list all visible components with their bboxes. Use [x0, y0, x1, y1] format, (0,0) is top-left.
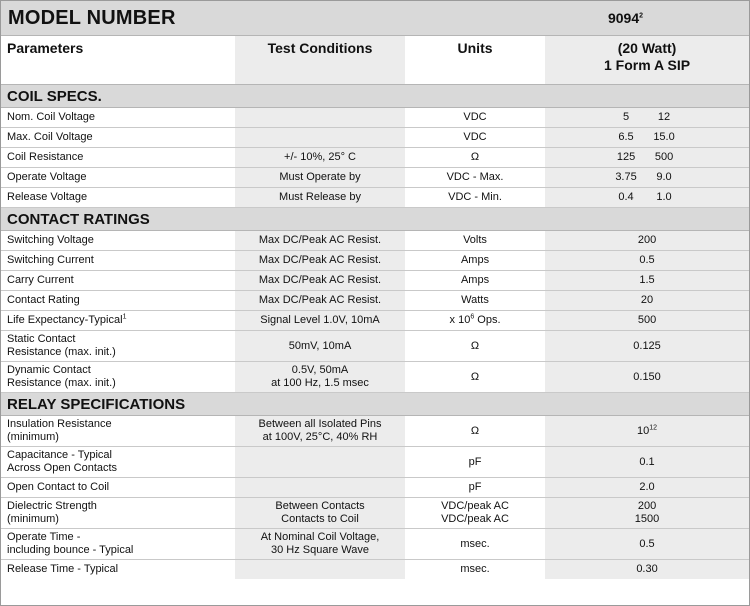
- unit-cell: msec.: [405, 529, 545, 560]
- value-cell: 0.30: [545, 560, 749, 580]
- model-label: MODEL NUMBER: [1, 1, 545, 36]
- unit-cell: VDC: [405, 128, 545, 148]
- param-cell: Operate Voltage: [1, 168, 235, 188]
- value-cell: 0.150: [545, 362, 749, 393]
- unit-cell: VDC - Max.: [405, 168, 545, 188]
- param-cell: Capacitance - Typical Across Open Contacts: [1, 447, 235, 478]
- unit-cell: Amps: [405, 251, 545, 271]
- param-cell: Nom. Coil Voltage: [1, 108, 235, 128]
- value-cell: 20: [545, 291, 749, 311]
- value-cell: 500: [545, 311, 749, 331]
- param-cell: Contact Rating: [1, 291, 235, 311]
- value-cell: 200 1500: [545, 498, 749, 529]
- param-cell: Dielectric Strength (minimum): [1, 498, 235, 529]
- condition-cell: Max DC/Peak AC Resist.: [235, 271, 405, 291]
- table-row: [1, 128, 749, 148]
- param-cell: Static Contact Resistance (max. init.): [1, 331, 235, 362]
- section-coil-specs: [1, 85, 749, 108]
- unit-cell: x $10^6$ Ops.: [405, 311, 545, 331]
- unit-cell: VDC/peak AC VDC/peak AC: [405, 498, 545, 529]
- value-cell: 1.5: [545, 271, 749, 291]
- table-row: [1, 148, 749, 168]
- condition-cell: Signal Level 1.0V, 10mA: [235, 311, 405, 331]
- unit-cell: Watts: [405, 291, 545, 311]
- param-cell: Dynamic Contact Resistance (max. init.): [1, 362, 235, 393]
- unit-cell: Volts: [405, 231, 545, 251]
- param-cell: Release Time - Typical: [7, 563, 119, 575]
- value-cell: 5 12: [545, 108, 749, 128]
- condition-cell: Max DC/Peak AC Resist.: [235, 251, 405, 271]
- value-cell: 200: [545, 231, 749, 251]
- table-row: [1, 362, 749, 393]
- value-cell: 0.5: [545, 529, 749, 560]
- title-row: [1, 1, 749, 36]
- table-row: [1, 498, 749, 529]
- section-title: RELAY SPECIFICATIONS: [1, 393, 749, 416]
- model-number: 9094$^2$: [545, 1, 749, 36]
- param-cell: Life Expectancy-Typical$^1$: [1, 311, 235, 331]
- unit-cell: pF: [405, 478, 545, 498]
- value-cell: 0.5: [545, 251, 749, 271]
- param-cell: Carry Current: [1, 271, 235, 291]
- value-cell: 0.1: [545, 447, 749, 478]
- table-row: [1, 416, 749, 447]
- table-row: [1, 188, 749, 208]
- condition-cell: +/- 10%, 25° C: [235, 148, 405, 168]
- table-row: [1, 168, 749, 188]
- condition-cell: [235, 560, 405, 580]
- unit-cell: Ω: [405, 416, 545, 447]
- condition-cell: Must Release by: [235, 188, 405, 208]
- value-cell: 0.4 1.0: [545, 188, 749, 208]
- unit-cell: pF: [405, 447, 545, 478]
- unit-cell: msec.: [460, 563, 490, 575]
- param-cell: Open Contact to Coil: [1, 478, 235, 498]
- condition-cell: At Nominal Coil Voltage, 30 Hz Square Wave: [235, 529, 405, 560]
- param-cell: Coil Resistance: [1, 148, 235, 168]
- condition-cell: Must Operate by: [235, 168, 405, 188]
- param-cell: Max. Coil Voltage: [1, 128, 235, 148]
- value-cell: 0.125: [545, 331, 749, 362]
- param-cell: Switching Current: [1, 251, 235, 271]
- unit-cell: Ω: [405, 148, 545, 168]
- table-row: [1, 560, 749, 580]
- table-row: [1, 331, 749, 362]
- condition-cell: [235, 108, 405, 128]
- table-row: [1, 529, 749, 560]
- condition-cell: [235, 447, 405, 478]
- param-cell: Switching Voltage: [1, 231, 235, 251]
- header-test-conditions: Test Conditions: [235, 36, 405, 85]
- table-row: [1, 447, 749, 478]
- section-title: COIL SPECS.: [1, 85, 749, 108]
- table-row: [1, 311, 749, 331]
- unit-cell: Ω: [405, 362, 545, 393]
- table-row: [1, 231, 749, 251]
- table-row: [1, 271, 749, 291]
- section-contact-ratings: [1, 208, 749, 231]
- table-row: [1, 478, 749, 498]
- unit-cell: Amps: [405, 271, 545, 291]
- condition-cell: [235, 128, 405, 148]
- value-cell: 2.0: [545, 478, 749, 498]
- param-cell: Insulation Resistance (minimum): [1, 416, 235, 447]
- value-cell: $10^{12}$: [545, 416, 749, 447]
- condition-cell: 50mV, 10mA: [235, 331, 405, 362]
- section-relay-specifications: [1, 393, 749, 416]
- value-cell: 125 500: [545, 148, 749, 168]
- header-row: [1, 36, 749, 85]
- header-units: Units: [405, 36, 545, 85]
- spec-table: [1, 1, 749, 579]
- header-parameters: Parameters: [1, 36, 235, 85]
- header-rating: (20 Watt) 1 Form A SIP: [545, 36, 749, 85]
- table-row: [1, 251, 749, 271]
- condition-cell: Between all Isolated Pins at 100V, 25°C, 40% RH: [235, 416, 405, 447]
- condition-cell: 0.5V, 50mA at 100 Hz, 1.5 msec: [235, 362, 405, 393]
- condition-cell: Max DC/Peak AC Resist.: [235, 291, 405, 311]
- table-row: [1, 108, 749, 128]
- value-cell: 3.75 9.0: [545, 168, 749, 188]
- condition-cell: Between Contacts Contacts to Coil: [235, 498, 405, 529]
- param-cell: Operate Time - including bounce - Typical: [1, 529, 235, 560]
- param-cell: Release Voltage: [1, 188, 235, 208]
- table-row: [1, 291, 749, 311]
- unit-cell: VDC - Min.: [405, 188, 545, 208]
- unit-cell: Ω: [405, 331, 545, 362]
- section-title: CONTACT RATINGS: [1, 208, 749, 231]
- condition-cell: Max DC/Peak AC Resist.: [235, 231, 405, 251]
- unit-cell: VDC: [405, 108, 545, 128]
- condition-cell: [235, 478, 405, 498]
- value-cell: 6.5 15.0: [545, 128, 749, 148]
